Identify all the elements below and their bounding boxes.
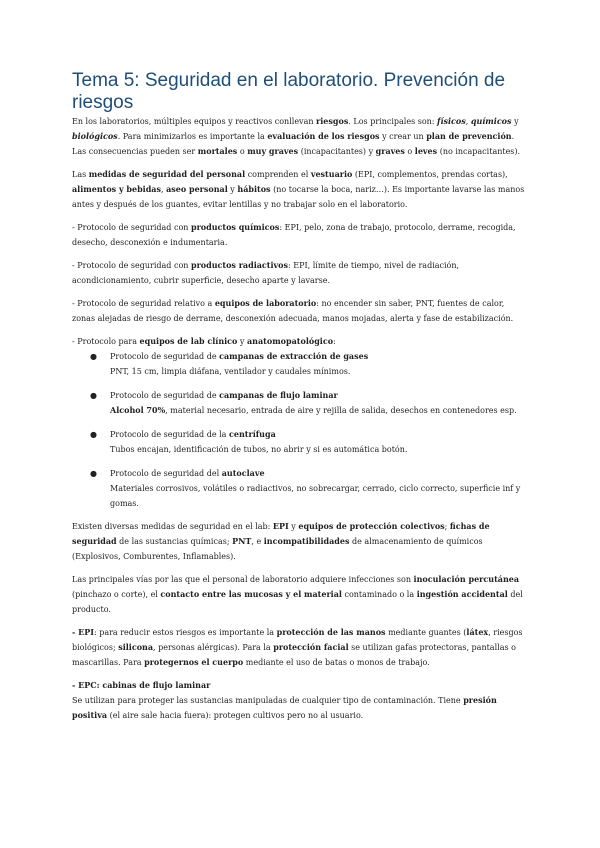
bullet-item-extraction-hoods: [72, 349, 528, 379]
protocol-bullet-list: [72, 349, 528, 511]
personal-safety-paragraph: Las medidas de seguridad del personal comprenden el vestuario (EPI, complementos, prendas cortas), alimentos y bebidas, aseo personal y hábitos (no tocarse la boca, nariz…). Es importante lavarse las manos antes y después de los guantes, evitar lentillas y no trabajar solo en el laboratorio.: [72, 169, 525, 209]
document-body: [72, 114, 528, 723]
bullet-heading: Protocolo de seguridad del autoclave: [110, 468, 265, 478]
bullet-heading: Protocolo de seguridad de la centrífuga: [110, 429, 276, 439]
bullet-detail: Tubos encajan, identificación de tubos, no abrir y si es automática botón.: [110, 445, 408, 454]
infection-routes-paragraph: Las principales vías por las que el personal de laboratorio adquiere infecciones son inoculación percutánea (pinchazo o corte), el contacto entre las mucosas y el material contaminado o la ingestión accidental del producto.: [72, 574, 523, 614]
page-title: Tema 5: Seguridad en el laboratorio. Prevención de riesgos: [72, 70, 506, 113]
bullet-item-autoclave: [72, 466, 528, 511]
epc-paragraph: Se utilizan para proteger las sustancias manipuladas de cualquier tipo de contaminación. Tiene presión positiva (el aire sale hacia fuera): protegen cultivos pero no al usuario.: [72, 695, 497, 720]
bullet-detail: Alcohol 70%, material necesario, entrada de aire y rejilla de salida, desechos en contenedores esp.: [110, 405, 517, 415]
intro-paragraph: En los laboratorios, múltiples equipos y reactivos conllevan riesgos. Los principales son: físicos, químicos y biológicos. Para minimizarlos es importante la evaluación de los riesgos y crear un plan de prevención. Las consecuencias pueden ser mortales o muy graves (incapacitantes) y graves o leves (no incapacitantes).: [72, 116, 521, 156]
bullet-icon: ●: [90, 469, 97, 478]
epi-paragraph: - EPI: para reducir estos riesgos es importante la protección de las manos mediante guantes (látex, riesgos biológicos; silicona, personas alérgicas). Para la protección facial se utilizan gafas protectoras, pantallas o mascarillas. Para protegernos el cuerpo mediante el uso de batas o monos de trabajo.: [72, 627, 523, 667]
bullet-icon: ●: [90, 430, 97, 439]
lab-equipment-protocol-paragraph: - Protocolo de seguridad relativo a equipos de laboratorio: no encender sin saber, PNT, fuentes de calor, zonas alejadas de riesgo de derrame, desconexión adecuada, manos mojadas, alerta y fase de estabilización.: [72, 298, 514, 323]
clinical-lab-protocol-paragraph: - Protocolo para equipos de lab clínico y anatomopatológico:: [72, 336, 336, 346]
bullet-item-centrifuge: [72, 427, 528, 457]
bullet-heading: Protocolo de seguridad de campanas de extracción de gases: [110, 351, 369, 361]
bullet-icon: ●: [90, 391, 97, 400]
safety-measures-paragraph: Existen diversas medidas de seguridad en el lab: EPI y equipos de protección colectivos; fichas de seguridad de las sustancias químicas; PNT, e incompatibilidades de almacenamiento de químicos (Explosivos, Comburentes, Inflamables).: [72, 521, 490, 561]
bullet-detail: PNT, 15 cm, limpia diáfana, ventilador y caudales mínimos.: [110, 367, 351, 376]
bullet-icon: ●: [90, 352, 97, 361]
bullet-heading: Protocolo de seguridad de campanas de flujo laminar: [110, 390, 338, 400]
epc-heading: - EPC: cabinas de flujo laminar: [72, 680, 211, 690]
radioactive-protocol-paragraph: - Protocolo de seguridad con productos radiactivos: EPI, límite de tiempo, nivel de radiación, acondicionamiento, cubrir superficie, desecho aparte y lavarse.: [72, 260, 460, 285]
bullet-item-laminar-flow-hoods: [72, 388, 528, 418]
bullet-detail: Materiales corrosivos, volátiles o radiactivos, no sobrecargar, cerrado, ciclo correcto, superficie inf y gomas.: [110, 484, 521, 508]
chemicals-protocol-paragraph: - Protocolo de seguridad con productos químicos: EPI, pelo, zona de trabajo, protocolo, derrame, recogida, desecho, desconexión e indumentaria.: [72, 222, 516, 247]
